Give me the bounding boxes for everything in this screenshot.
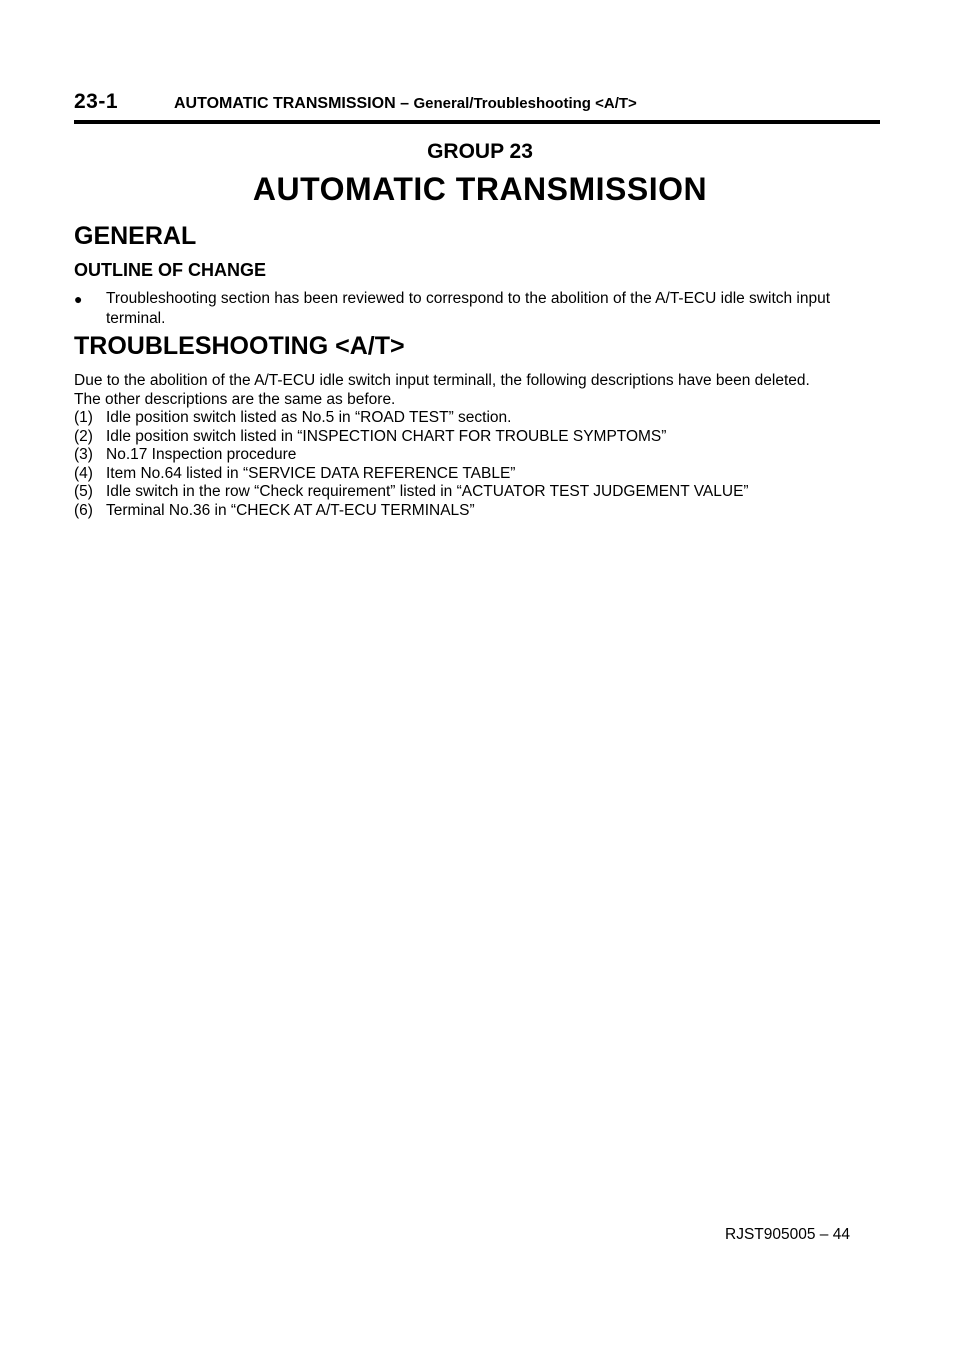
page-header	[74, 86, 880, 124]
general-heading: GENERAL	[74, 222, 197, 250]
list-item-text: Terminal No.36 in “CHECK AT A/T-ECU TERMINALS”	[106, 501, 475, 519]
header-dash: –	[400, 95, 409, 112]
header-section-title: AUTOMATIC TRANSMISSION	[174, 95, 396, 112]
list-item-number: (2)	[74, 427, 93, 445]
main-title: AUTOMATIC TRANSMISSION	[252, 171, 708, 207]
list-item	[74, 483, 884, 502]
list-item-number: (1)	[74, 409, 93, 426]
bullet-icon: ●	[74, 291, 83, 307]
list-item	[74, 502, 884, 521]
list-item	[74, 465, 884, 484]
deleted-descriptions-list	[74, 409, 884, 520]
list-item-text: No.17 Inspection procedure	[106, 446, 297, 463]
list-item	[74, 428, 884, 447]
header-title	[174, 95, 637, 113]
list-item-text: Idle position switch listed as No.5 in “ROAD TEST” section.	[106, 409, 512, 426]
list-item	[74, 409, 884, 428]
intro-line-1: Due to the abolition of the A/T-ECU idle switch input terminall, the following descriptions have been deleted.	[74, 372, 810, 389]
footer-code: RJST905005 – 44	[725, 1226, 850, 1243]
list-item-number: (3)	[74, 446, 93, 463]
intro-line-2: The other descriptions are the same as before.	[74, 390, 396, 408]
outline-bullet-text: Troubleshooting section has been reviewed to correspond to the abolition of the A/T-ECU idle switch input terminal.	[106, 290, 831, 327]
list-item-text: Idle switch in the row “Check requirement” listed in “ACTUATOR TEST JUDGEMENT VALUE”	[106, 483, 749, 500]
outline-heading: OUTLINE OF CHANGE	[74, 260, 266, 280]
troubleshooting-intro	[74, 372, 884, 409]
list-item-text: Item No.64 listed in “SERVICE DATA REFERENCE TABLE”	[106, 464, 516, 482]
list-item-text: Idle position switch listed in “INSPECTION CHART FOR TROUBLE SYMPTOMS”	[106, 427, 667, 445]
list-item-number: (5)	[74, 483, 93, 500]
list-item-number: (4)	[74, 464, 93, 482]
troubleshooting-heading: TROUBLESHOOTING <A/T>	[74, 332, 405, 360]
header-subtitle: General/Troubleshooting <A/T>	[413, 95, 637, 112]
list-item	[74, 446, 884, 465]
list-item-number: (6)	[74, 501, 93, 519]
group-title: GROUP 23	[427, 140, 533, 163]
page-number: 23-1	[74, 90, 119, 113]
